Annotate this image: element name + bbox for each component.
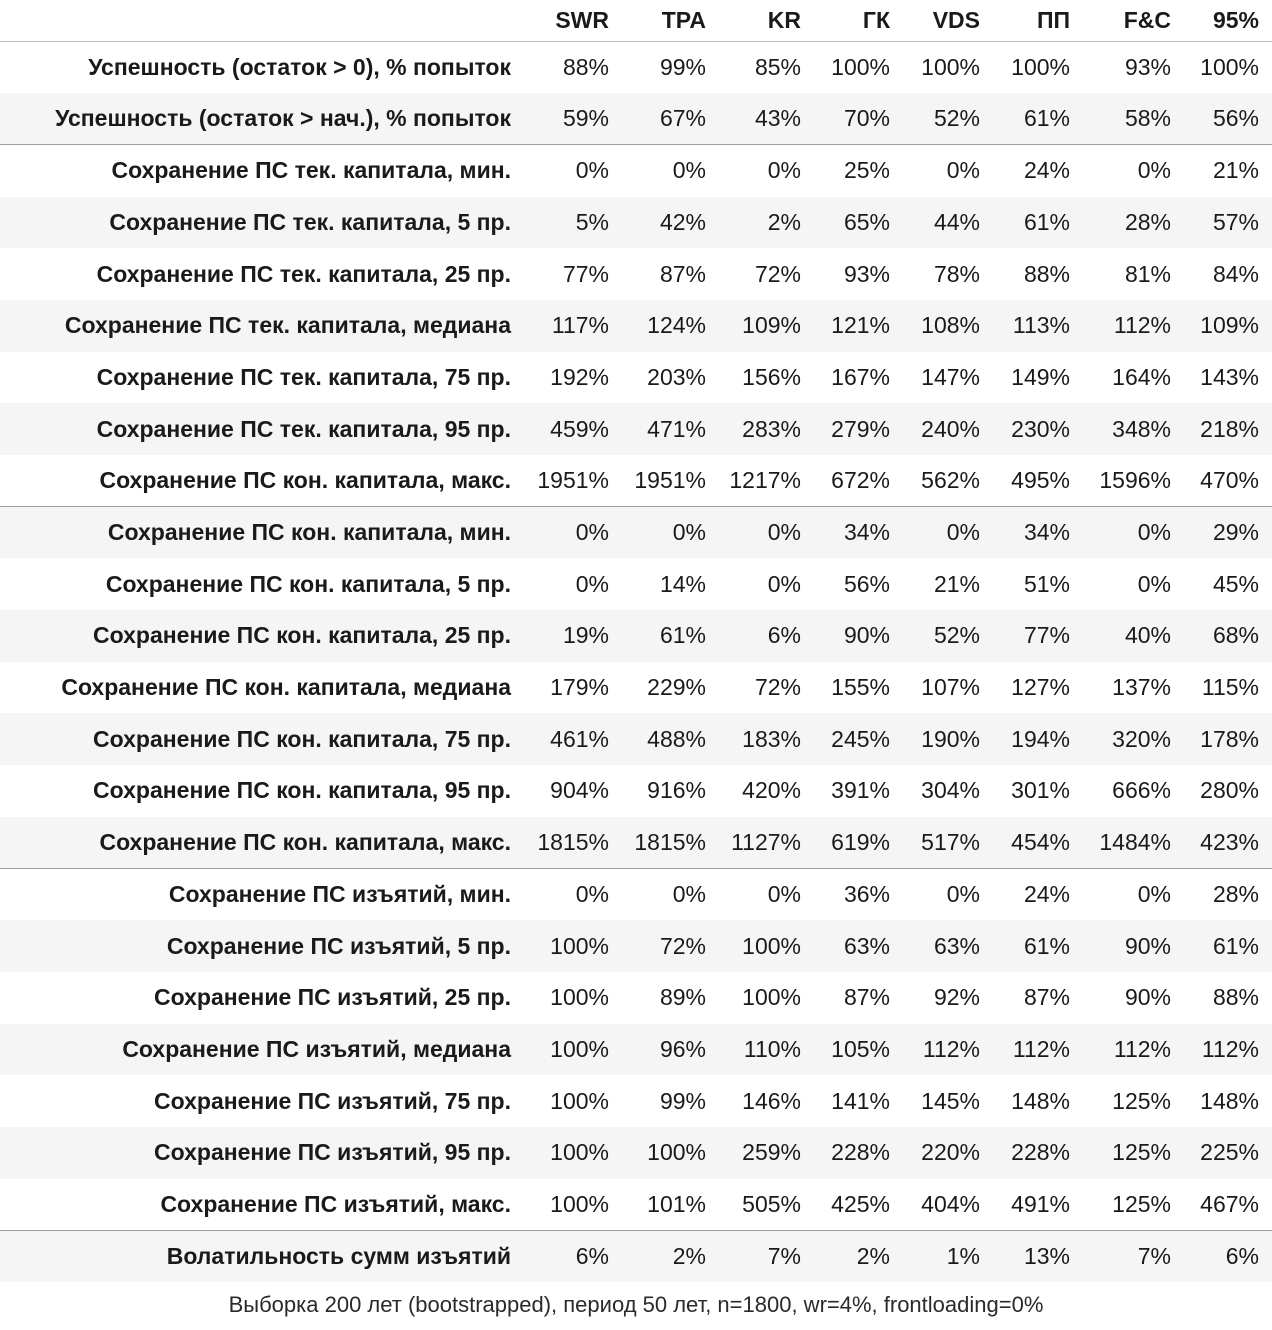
- table-cell: 63%: [903, 920, 993, 972]
- table-cell: 304%: [903, 765, 993, 817]
- table-cell: 348%: [1083, 403, 1184, 455]
- header-corner: [0, 0, 525, 42]
- table-cell: 423%: [1184, 817, 1272, 869]
- table-cell: 141%: [814, 1075, 903, 1127]
- table-cell: 240%: [903, 403, 993, 455]
- table-row: [0, 403, 1272, 455]
- table-cell: 220%: [903, 1127, 993, 1179]
- row-label: Волатильность сумм изъятий: [0, 1230, 525, 1282]
- table-cell: 459%: [525, 403, 622, 455]
- table-row: [0, 197, 1272, 249]
- table-cell: 7%: [719, 1230, 814, 1282]
- table-cell: 0%: [903, 507, 993, 559]
- row-label: Сохранение ПС кон. капитала, медиана: [0, 662, 525, 714]
- table-cell: 127%: [993, 662, 1083, 714]
- table-cell: 143%: [1184, 352, 1272, 404]
- table-cell: 42%: [622, 197, 719, 249]
- table-cell: 87%: [814, 972, 903, 1024]
- table-cell: 562%: [903, 455, 993, 507]
- header-row: [0, 0, 1272, 42]
- table-cell: 0%: [903, 869, 993, 921]
- table-cell: 6%: [1184, 1230, 1272, 1282]
- table-cell: 0%: [719, 507, 814, 559]
- table-body: [0, 42, 1272, 1283]
- table-cell: 230%: [993, 403, 1083, 455]
- table-cell: 471%: [622, 403, 719, 455]
- table-cell: 100%: [525, 920, 622, 972]
- table-cell: 619%: [814, 817, 903, 869]
- table-cell: 112%: [1083, 300, 1184, 352]
- table-cell: 88%: [993, 248, 1083, 300]
- table-cell: 179%: [525, 662, 622, 714]
- table-cell: 280%: [1184, 765, 1272, 817]
- table-cell: 84%: [1184, 248, 1272, 300]
- table-cell: 0%: [525, 145, 622, 197]
- row-label: Сохранение ПС изъятий, макс.: [0, 1179, 525, 1231]
- table-cell: 45%: [1184, 558, 1272, 610]
- table-cell: 121%: [814, 300, 903, 352]
- table-cell: 56%: [814, 558, 903, 610]
- row-label: Сохранение ПС кон. капитала, макс.: [0, 817, 525, 869]
- table-cell: 916%: [622, 765, 719, 817]
- table-cell: 391%: [814, 765, 903, 817]
- table-cell: 36%: [814, 869, 903, 921]
- table-cell: 101%: [622, 1179, 719, 1231]
- table-cell: 99%: [622, 1075, 719, 1127]
- table-row: [0, 93, 1272, 145]
- table-cell: 34%: [993, 507, 1083, 559]
- table-cell: 68%: [1184, 610, 1272, 662]
- table-cell: 137%: [1083, 662, 1184, 714]
- table-cell: 29%: [1184, 507, 1272, 559]
- table-cell: 13%: [993, 1230, 1083, 1282]
- table-cell: 28%: [1184, 869, 1272, 921]
- row-label: Сохранение ПС тек. капитала, 25 пр.: [0, 248, 525, 300]
- table-row: [0, 920, 1272, 972]
- row-label: Сохранение ПС кон. капитала, макс.: [0, 455, 525, 507]
- table-cell: 470%: [1184, 455, 1272, 507]
- table-row: [0, 558, 1272, 610]
- table-cell: 90%: [1083, 972, 1184, 1024]
- row-label: Успешность (остаток > 0), % попыток: [0, 42, 525, 94]
- table-cell: 672%: [814, 455, 903, 507]
- table-cell: 167%: [814, 352, 903, 404]
- table-cell: 40%: [1083, 610, 1184, 662]
- table-cell: 21%: [903, 558, 993, 610]
- table-row: [0, 1024, 1272, 1076]
- table-cell: 44%: [903, 197, 993, 249]
- row-label: Сохранение ПС тек. капитала, мин.: [0, 145, 525, 197]
- table-cell: 0%: [1083, 145, 1184, 197]
- table-cell: 491%: [993, 1179, 1083, 1231]
- table-cell: 92%: [903, 972, 993, 1024]
- table-cell: 61%: [993, 920, 1083, 972]
- table-cell: 320%: [1083, 713, 1184, 765]
- table-cell: 125%: [1083, 1127, 1184, 1179]
- row-label: Сохранение ПС кон. капитала, 75 пр.: [0, 713, 525, 765]
- table-cell: 283%: [719, 403, 814, 455]
- table-cell: 100%: [525, 1127, 622, 1179]
- row-label: Сохранение ПС тек. капитала, медиана: [0, 300, 525, 352]
- table-row: [0, 765, 1272, 817]
- row-label: Сохранение ПС тек. капитала, 75 пр.: [0, 352, 525, 404]
- table-cell: 259%: [719, 1127, 814, 1179]
- table-cell: 88%: [1184, 972, 1272, 1024]
- table-cell: 63%: [814, 920, 903, 972]
- table-cell: 904%: [525, 765, 622, 817]
- table-cell: 301%: [993, 765, 1083, 817]
- table-cell: 1217%: [719, 455, 814, 507]
- table-cell: 1%: [903, 1230, 993, 1282]
- table-cell: 77%: [525, 248, 622, 300]
- table-cell: 88%: [525, 42, 622, 94]
- table-row: [0, 662, 1272, 714]
- table-cell: 105%: [814, 1024, 903, 1076]
- table-cell: 52%: [903, 93, 993, 145]
- table-cell: 5%: [525, 197, 622, 249]
- table-row: [0, 1179, 1272, 1231]
- table-cell: 57%: [1184, 197, 1272, 249]
- table-row: [0, 817, 1272, 869]
- table-cell: 145%: [903, 1075, 993, 1127]
- row-label: Сохранение ПС тек. капитала, 5 пр.: [0, 197, 525, 249]
- table-cell: 65%: [814, 197, 903, 249]
- table-row: [0, 972, 1272, 1024]
- table-cell: 25%: [814, 145, 903, 197]
- table-cell: 100%: [525, 972, 622, 1024]
- table-row: [0, 610, 1272, 662]
- table-cell: 156%: [719, 352, 814, 404]
- table-cell: 225%: [1184, 1127, 1272, 1179]
- table-cell: 125%: [1083, 1179, 1184, 1231]
- table-row: [0, 42, 1272, 94]
- table-cell: 89%: [622, 972, 719, 1024]
- table-row: [0, 455, 1272, 507]
- table-cell: 70%: [814, 93, 903, 145]
- table-cell: 14%: [622, 558, 719, 610]
- table-cell: 100%: [1184, 42, 1272, 94]
- row-label: Сохранение ПС кон. капитала, 95 пр.: [0, 765, 525, 817]
- table-cell: 467%: [1184, 1179, 1272, 1231]
- table-cell: 77%: [993, 610, 1083, 662]
- row-label: Сохранение ПС изъятий, 5 пр.: [0, 920, 525, 972]
- table-cell: 67%: [622, 93, 719, 145]
- table-cell: 229%: [622, 662, 719, 714]
- row-label: Успешность (остаток > нач.), % попыток: [0, 93, 525, 145]
- table-cell: 24%: [993, 145, 1083, 197]
- table-cell: 107%: [903, 662, 993, 714]
- table-cell: 0%: [903, 145, 993, 197]
- table-cell: 183%: [719, 713, 814, 765]
- table-cell: 2%: [814, 1230, 903, 1282]
- table-cell: 2%: [622, 1230, 719, 1282]
- table-cell: 52%: [903, 610, 993, 662]
- table-header: [0, 0, 1272, 42]
- table-cell: 99%: [622, 42, 719, 94]
- table-row: [0, 507, 1272, 559]
- table-cell: 21%: [1184, 145, 1272, 197]
- table-cell: 0%: [719, 869, 814, 921]
- table-cell: 1951%: [622, 455, 719, 507]
- table-cell: 78%: [903, 248, 993, 300]
- table-cell: 81%: [1083, 248, 1184, 300]
- column-header: ПП: [993, 0, 1083, 42]
- table-cell: 90%: [1083, 920, 1184, 972]
- table-cell: 56%: [1184, 93, 1272, 145]
- table-cell: 115%: [1184, 662, 1272, 714]
- table-cell: 72%: [622, 920, 719, 972]
- table-cell: 190%: [903, 713, 993, 765]
- table-cell: 51%: [993, 558, 1083, 610]
- table-cell: 61%: [1184, 920, 1272, 972]
- table-cell: 0%: [719, 558, 814, 610]
- table-cell: 155%: [814, 662, 903, 714]
- table-cell: 6%: [719, 610, 814, 662]
- table-cell: 59%: [525, 93, 622, 145]
- table-cell: 85%: [719, 42, 814, 94]
- table-cell: 505%: [719, 1179, 814, 1231]
- table-cell: 100%: [903, 42, 993, 94]
- table-cell: 666%: [1083, 765, 1184, 817]
- table-cell: 228%: [993, 1127, 1083, 1179]
- table-cell: 194%: [993, 713, 1083, 765]
- table-cell: 148%: [993, 1075, 1083, 1127]
- table-cell: 0%: [622, 145, 719, 197]
- table-cell: 112%: [993, 1024, 1083, 1076]
- table-cell: 87%: [622, 248, 719, 300]
- table-cell: 100%: [993, 42, 1083, 94]
- table-row: [0, 1127, 1272, 1179]
- table-cell: 192%: [525, 352, 622, 404]
- table-cell: 125%: [1083, 1075, 1184, 1127]
- table-cell: 100%: [525, 1075, 622, 1127]
- row-label: Сохранение ПС изъятий, 25 пр.: [0, 972, 525, 1024]
- row-label: Сохранение ПС изъятий, медиана: [0, 1024, 525, 1076]
- table-cell: 420%: [719, 765, 814, 817]
- table-row: [0, 869, 1272, 921]
- table-row: [0, 300, 1272, 352]
- table-cell: 164%: [1083, 352, 1184, 404]
- table-cell: 0%: [1083, 507, 1184, 559]
- table-cell: 72%: [719, 248, 814, 300]
- table-cell: 0%: [1083, 558, 1184, 610]
- table-cell: 19%: [525, 610, 622, 662]
- table-cell: 178%: [1184, 713, 1272, 765]
- table-cell: 90%: [814, 610, 903, 662]
- table-row: [0, 248, 1272, 300]
- table-cell: 24%: [993, 869, 1083, 921]
- table-cell: 100%: [719, 972, 814, 1024]
- table-cell: 404%: [903, 1179, 993, 1231]
- table-cell: 61%: [993, 197, 1083, 249]
- table-cell: 1815%: [525, 817, 622, 869]
- table-cell: 108%: [903, 300, 993, 352]
- table-cell: 0%: [525, 558, 622, 610]
- row-label: Сохранение ПС изъятий, мин.: [0, 869, 525, 921]
- table-row: [0, 145, 1272, 197]
- table-cell: 495%: [993, 455, 1083, 507]
- table-cell: 100%: [622, 1127, 719, 1179]
- row-label: Сохранение ПС кон. капитала, 5 пр.: [0, 558, 525, 610]
- table-cell: 96%: [622, 1024, 719, 1076]
- table-cell: 488%: [622, 713, 719, 765]
- table-row: [0, 1075, 1272, 1127]
- table-cell: 124%: [622, 300, 719, 352]
- table-cell: 218%: [1184, 403, 1272, 455]
- column-header: KR: [719, 0, 814, 42]
- table-cell: 1951%: [525, 455, 622, 507]
- column-header: 95%: [1184, 0, 1272, 42]
- table-cell: 454%: [993, 817, 1083, 869]
- table-cell: 113%: [993, 300, 1083, 352]
- table-cell: 203%: [622, 352, 719, 404]
- table-cell: 147%: [903, 352, 993, 404]
- table-cell: 1127%: [719, 817, 814, 869]
- table-cell: 61%: [993, 93, 1083, 145]
- table-cell: 149%: [993, 352, 1083, 404]
- table-cell: 93%: [1083, 42, 1184, 94]
- table-cell: 0%: [525, 869, 622, 921]
- table-cell: 1596%: [1083, 455, 1184, 507]
- table-cell: 279%: [814, 403, 903, 455]
- table-row: [0, 352, 1272, 404]
- table-cell: 0%: [1083, 869, 1184, 921]
- table-cell: 148%: [1184, 1075, 1272, 1127]
- table-cell: 245%: [814, 713, 903, 765]
- table-row: [0, 713, 1272, 765]
- table-cell: 112%: [903, 1024, 993, 1076]
- table-cell: 58%: [1083, 93, 1184, 145]
- table-cell: 2%: [719, 197, 814, 249]
- row-label: Сохранение ПС изъятий, 75 пр.: [0, 1075, 525, 1127]
- row-label: Сохранение ПС кон. капитала, 25 пр.: [0, 610, 525, 662]
- table-cell: 72%: [719, 662, 814, 714]
- column-header: TPA: [622, 0, 719, 42]
- column-header: VDS: [903, 0, 993, 42]
- table-cell: 100%: [814, 42, 903, 94]
- table-cell: 0%: [719, 145, 814, 197]
- row-label: Сохранение ПС кон. капитала, мин.: [0, 507, 525, 559]
- table-cell: 28%: [1083, 197, 1184, 249]
- table-cell: 87%: [993, 972, 1083, 1024]
- table-cell: 425%: [814, 1179, 903, 1231]
- table-cell: 0%: [622, 507, 719, 559]
- table-cell: 1815%: [622, 817, 719, 869]
- table-cell: 112%: [1184, 1024, 1272, 1076]
- table-cell: 34%: [814, 507, 903, 559]
- table-cell: 100%: [525, 1179, 622, 1231]
- table-cell: 100%: [525, 1024, 622, 1076]
- row-label: Сохранение ПС изъятий, 95 пр.: [0, 1127, 525, 1179]
- table-cell: 7%: [1083, 1230, 1184, 1282]
- column-header: ГК: [814, 0, 903, 42]
- table-cell: 1484%: [1083, 817, 1184, 869]
- table-cell: 43%: [719, 93, 814, 145]
- table-cell: 109%: [719, 300, 814, 352]
- table-cell: 100%: [719, 920, 814, 972]
- table-cell: 517%: [903, 817, 993, 869]
- table-caption: Выборка 200 лет (bootstrapped), период 50 лет, n=1800, wr=4%, frontloading=0%: [228, 1292, 1044, 1317]
- table-cell: 146%: [719, 1075, 814, 1127]
- table-cell: 93%: [814, 248, 903, 300]
- table-cell: 228%: [814, 1127, 903, 1179]
- column-header: SWR: [525, 0, 622, 42]
- table-cell: 61%: [622, 610, 719, 662]
- table-cell: 109%: [1184, 300, 1272, 352]
- table-cell: 117%: [525, 300, 622, 352]
- table-cell: 6%: [525, 1230, 622, 1282]
- row-label: Сохранение ПС тек. капитала, 95 пр.: [0, 403, 525, 455]
- table-row: [0, 1230, 1272, 1282]
- table-cell: 461%: [525, 713, 622, 765]
- column-header: F&C: [1083, 0, 1184, 42]
- table-cell: 0%: [525, 507, 622, 559]
- table-cell: 110%: [719, 1024, 814, 1076]
- table-cell: 0%: [622, 869, 719, 921]
- table-cell: 112%: [1083, 1024, 1184, 1076]
